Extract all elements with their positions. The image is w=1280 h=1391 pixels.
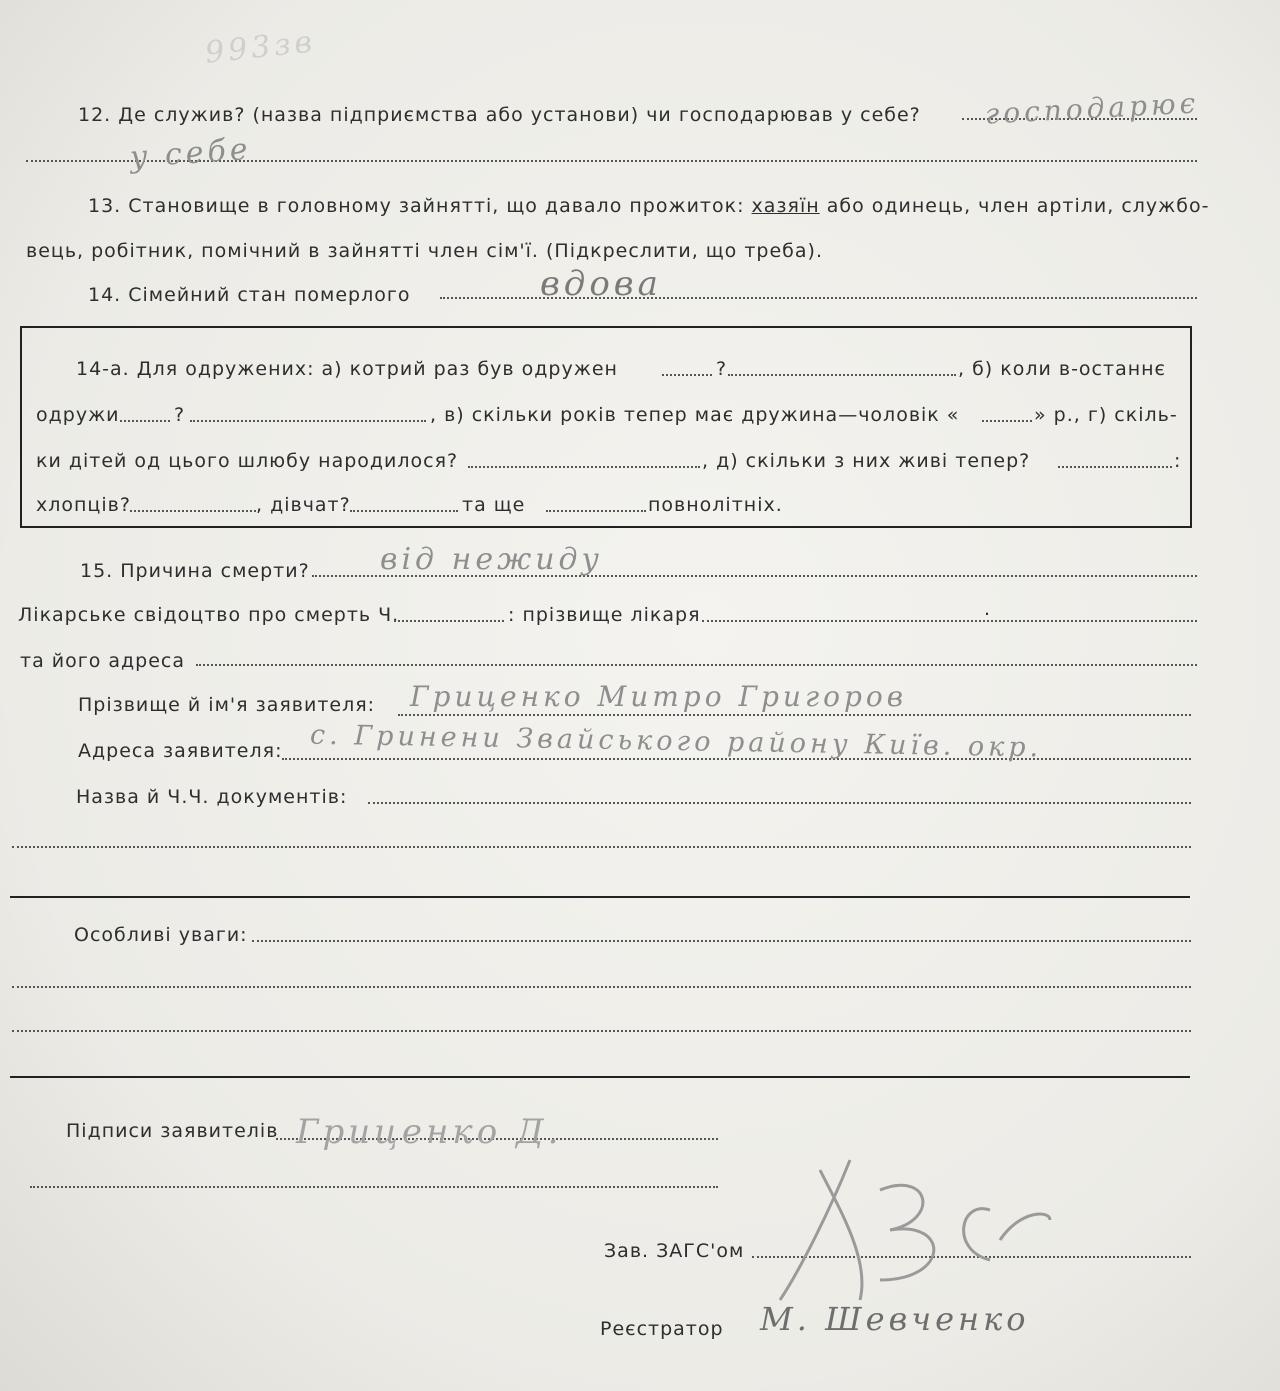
q14-label: 14. Сімейний стан померлого [88,284,411,306]
q14a-line-4-a: хлопців? [36,494,131,516]
registrar-label: Реєстратор [600,1318,724,1340]
q14a-line-4-d: повнолітніх. [648,494,783,516]
q13-prefix: 13. Становище в головному зайнятті, що давало прожиток: [88,195,745,217]
q13-underlined-choice: хазяїн [751,195,820,217]
applicant-name-value: Гриценко Митро Григоров [410,680,908,713]
remarks-label: Особливі уваги: [74,924,248,946]
q12-label: 12. Де служив? (назва підприємства або установи) чи господарював у себе? [78,104,921,126]
q14a-fill-1a [662,374,712,376]
certificate-label: Лікарське свідоцтво про смерть Ч. [18,604,400,626]
applicant-signature-line-2 [30,1186,718,1188]
q13-suffix: або одинець, член артіли, службо- [826,195,1210,217]
q14a-fill-3b [1058,466,1172,468]
q14a-line-3-b: , д) скільки з них живі тепер? [702,450,1031,472]
q14a-fill-2b [190,420,426,422]
q14a-line-1-b: , б) коли в-останнє [958,358,1166,380]
applicant-address-value: с. Гринени Звайського району Київ. окр. [309,719,1043,764]
remarks-line-1 [252,940,1191,942]
q14a-fill-1b [728,374,956,376]
q14a-line-2-q: ? [174,404,186,426]
applicant-address-line [282,758,1191,760]
q14a-fill-4a [130,510,256,512]
documents-line-1 [368,802,1191,804]
applicant-name-label: Прізвище й ім'я заявителя: [78,694,376,716]
q13-line-2: вець, робітник, помічний в зайнятті член сім'ї. (Підкреслити, що треба). [26,240,823,262]
documents-line-2 [12,846,1191,848]
q14a-fill-2a [120,420,170,422]
q14a-line-4-c: та ще [462,494,526,516]
archive-number-mark: 993зв [203,24,318,71]
q12-answer-2: у себе [128,131,253,176]
q14a-line-3-c: : [1174,450,1182,472]
remarks-line-3 [12,1030,1191,1032]
doctor-address-label: та його адреса [20,650,185,672]
q15-label: 15. Причина смерти? [80,560,310,582]
head-registry-label: Зав. ЗАГС'ом [604,1240,745,1262]
q14a-line-2-d: » р., г) скіль- [1034,404,1178,426]
q14a-line-4-b: , дівчат? [256,494,351,516]
section-divider-2 [10,1076,1190,1078]
q14a-fill-4c [546,510,646,512]
q14a-line-1-q: ? [716,358,728,380]
applicant-signature: Гриценко Д. [296,1112,563,1152]
q14a-line-2-label: одружи [36,404,120,426]
documents-label: Назва й Ч.Ч. документів: [76,786,348,808]
q13-line-1 [88,195,1209,217]
doctor-name-line [702,620,1197,622]
certificate-dot: . [984,598,992,620]
q14a-fill-4b [350,510,458,512]
q14a-box [20,326,1192,528]
q15-answer: від нежиду [380,542,603,577]
certificate-number-line [394,620,504,622]
q14a-line-1-label: 14-а. Для одружених: а) котрий раз був одружен [76,358,618,380]
registrar-signature: М. Шевченко [760,1300,1030,1338]
applicant-name-line [398,714,1191,716]
remarks-line-2 [12,986,1191,988]
q12-answer-1: господарює [984,86,1200,131]
section-divider-1 [10,896,1190,898]
q14a-line-2-c: , в) скільки років тепер має дружина—чоловік « [430,404,960,426]
q14a-line-3-label: ки дітей од цього шлюбу народилося? [36,450,459,472]
q14a-fill-3a [468,466,700,468]
doctor-address-line [196,664,1197,666]
head-registry-signature [760,1150,1060,1310]
applicant-signature-label: Підписи заявителів [66,1120,279,1142]
q14a-fill-2c [982,420,1032,422]
q14-answer: вдова [540,264,662,304]
applicant-address-label: Адреса заявителя: [78,740,283,762]
doctor-name-label: : прізвище лікаря [508,604,701,626]
